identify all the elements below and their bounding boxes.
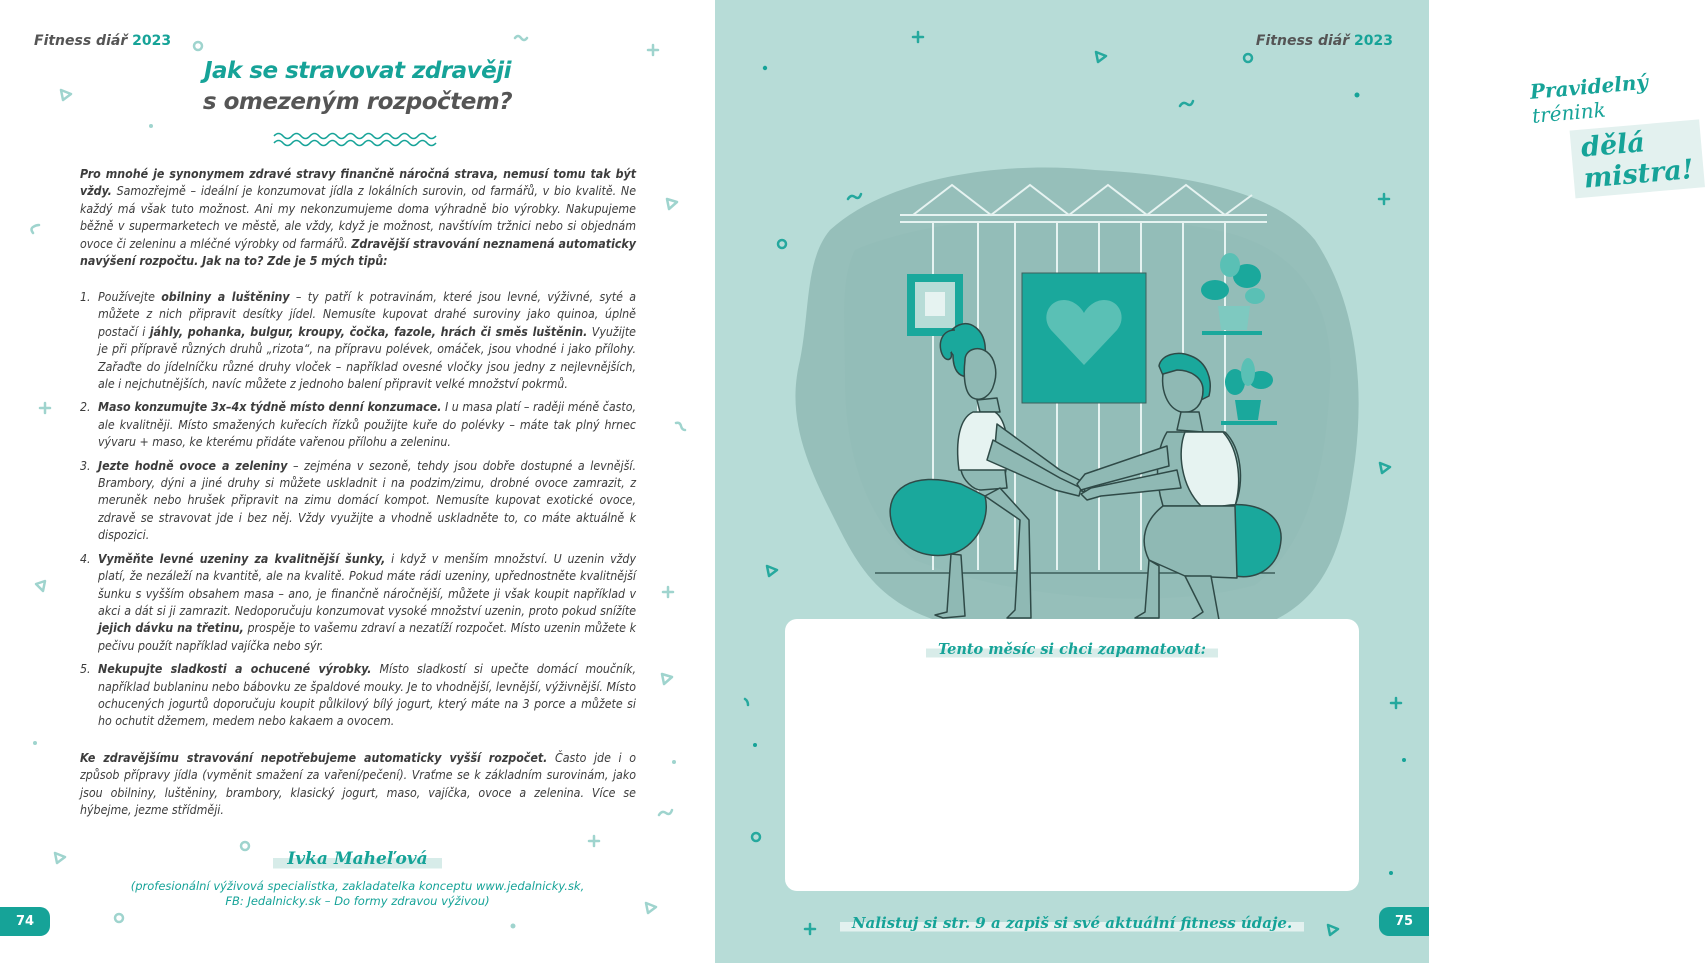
tip-bold: jáhly, pohanka, bulgur, kroupy, čočka, fazole, hrách či směs luštěnin. xyxy=(149,324,588,339)
intro-text: Samozřejmě – ideální je konzumovat jídla z lokálních surovin, od farmářů, v bio kvalitě. Ne každý má však tuto možnost. Ani my nekonzumujeme doma výhradně bio výrobky. Nakupujeme běžně v supermarketech ve městě, ale vždy, když je možnost, navštívím tržnici nebo si objednám ovoce či zeleninu a mléčné výrobky od farmářů. xyxy=(80,184,636,251)
tip-item xyxy=(80,551,636,655)
right-header-title: Fitness diář xyxy=(1255,33,1350,49)
tip-bold: obilniny a luštěniny xyxy=(161,290,290,304)
footer-note-wrap xyxy=(715,912,1429,934)
author-credentials-line1: (profesionální výživová specialistka, zakladatelka konceptu www.jedalnicky.sk, xyxy=(130,879,585,893)
author-credentials-line2: FB: Jedalnicky.sk – Do formy zdravou výživou) xyxy=(225,894,490,908)
motto-word-1: Pravidelný xyxy=(1529,69,1649,104)
tip-number: 5. xyxy=(80,662,91,677)
motto xyxy=(1529,66,1705,202)
motto-word-2: trénink xyxy=(1531,97,1607,128)
notes-label: Tento měsíc si chci zapamatovat: xyxy=(926,639,1218,660)
right-header-year: 2023 xyxy=(1354,33,1393,49)
motto-line2: dělá mistra! xyxy=(1570,119,1705,198)
article-outro xyxy=(80,750,636,820)
tip-text: I u masa platí – raději méně často, ale kvalitněji. Místo smažených kuřecích řízků použijte kuře do polévky – máte tak plný hrnec vývaru + maso, ke kterému přidáte vařenou přílohu a zeleninu. xyxy=(98,400,637,450)
page-number-right: 75 xyxy=(1379,907,1429,936)
author-signature-wrap xyxy=(0,847,715,871)
notes-label-wrap xyxy=(785,639,1359,660)
tip-number: 2. xyxy=(80,400,91,415)
outro-text: Často jde i o způsob přípravy jídla (vyměnit smažení za vaření/pečení). Vraťme se k základním surovinám, jako jsou obilniny, luštěniny, brambory, klasický jogurt, maso, vajíčka, ovoce a zelenina. Více se hýbejme, jezme střídměji. xyxy=(80,751,636,818)
page-number-left: 74 xyxy=(0,907,50,936)
tip-bold: Maso konzumujte 3x–4x týdně místo denní konzumace. xyxy=(98,400,442,415)
tip-text: Místo sladkostí si upečte domácí moučník, například bublaninu nebo bábovku ze špaldové mouky. Je to vhodnější, levnější, výživnější. Místo ochucených jogurtů doporučuju koupit půlkilový bílý jogurt, který máte na 3 porce a můžete si ho ochutit džemem, medem nebo kakaem a ovocem. xyxy=(98,662,636,729)
footer-note: Nalistuj si str. 9 a zapiš si své aktuální fitness údaje. xyxy=(840,912,1304,934)
tip-number: 1. xyxy=(80,290,91,304)
intro-bold-2: Zdravější stravování neznamená automaticky navýšení rozpočtu. Jak na to? Zde je 5 mých tipů: xyxy=(80,236,636,269)
wave-divider xyxy=(272,130,442,150)
tip-text: i když v menším množství. U uzenin vždy platí, že nezáleží na kvantitě, ale na kvalitě. Pokud máte rádi uzeniny, upřednostněte kvalitnější šunku s vyšším obsahem masa – ano, je finančně náročnější, můžete ji však koupit například v akci a dát si ji zamrazit. Nedoporučuju konzumovat vysoké množství uzenin, proto pokud snížíte xyxy=(98,551,636,618)
tip-bold: Vyměňte levné uzeniny za kvalitnější šunky, xyxy=(98,551,386,566)
article-intro xyxy=(80,166,636,270)
tip-item xyxy=(80,661,636,731)
tip-text: Používejte xyxy=(98,290,162,304)
author-name: Ivka Maheľová xyxy=(273,847,441,871)
article-title-line1: Jak se stravovat zdravěji xyxy=(203,58,512,84)
outro-bold: Ke zdravějšímu stravování nepotřebujeme automaticky vyšší rozpočet. xyxy=(80,751,548,765)
tip-number: 3. xyxy=(80,458,91,473)
tips-list xyxy=(80,289,636,737)
tip-item xyxy=(80,289,636,393)
tip-bold: Jezte hodně ovoce a zeleniny xyxy=(98,458,288,473)
article-title-line2: s omezeným rozpočtem? xyxy=(202,89,513,115)
left-header-year: 2023 xyxy=(132,33,172,49)
tip-text: prospěje to vašemu zdraví a nezatíží rozpočet. Místo uzenin můžete k pečivu použít například vajíčka nebo sýr. xyxy=(98,621,636,653)
tip-item xyxy=(80,399,636,451)
tip-item xyxy=(80,458,636,545)
tip-text: – ty patří k potravinám, které jsou levné, výživné, syté a můžete z nich připravit desítky jídel. Nemusíte kupovat drahé suroviny jako quinoa, úplně postačí i xyxy=(98,290,636,339)
left-page xyxy=(0,0,715,963)
left-header-title: Fitness diář xyxy=(34,33,128,49)
motto-line1 xyxy=(1529,66,1699,128)
intro-bold: Pro mnohé je synonymem zdravé stravy finančně náročná strava, nemusí tomu tak být vždy. xyxy=(80,167,636,199)
tip-text: – zejména v sezoně, tehdy jsou dobře dostupné a levnější. Brambory, dýni a jiné druhy si můžete uskladnit i na podzim/zimu, drobné ovoce zamrazit, z meruněk nebo hrušek připravit na zimu domácí kompot. Nemusíte kupovat exotické ovoce, zdravě se stravovat jde i bez něj. Vždy využijte a vhodně uskladněte to, co máte aktuálně k dispozici. xyxy=(98,458,636,543)
tip-text: Využijte je při přípravě různých druhů „rizota“, na přípravu polévek, omáček, jsou vhodné i jako přílohy. Zařaďte do jídelníčku různé druhy vloček – například ovesné vločky jsou jedny z nejlevnějších, ale i nejchutnějších, navíc můžete z jednoho balení připravit velké množství pokrmů. xyxy=(98,324,636,392)
tip-bold: Nekupujte sladkosti a ochucené výrobky. xyxy=(98,662,372,677)
tip-number: 4. xyxy=(80,551,91,566)
tip-bold: jejich dávku na třetinu, xyxy=(98,621,244,636)
